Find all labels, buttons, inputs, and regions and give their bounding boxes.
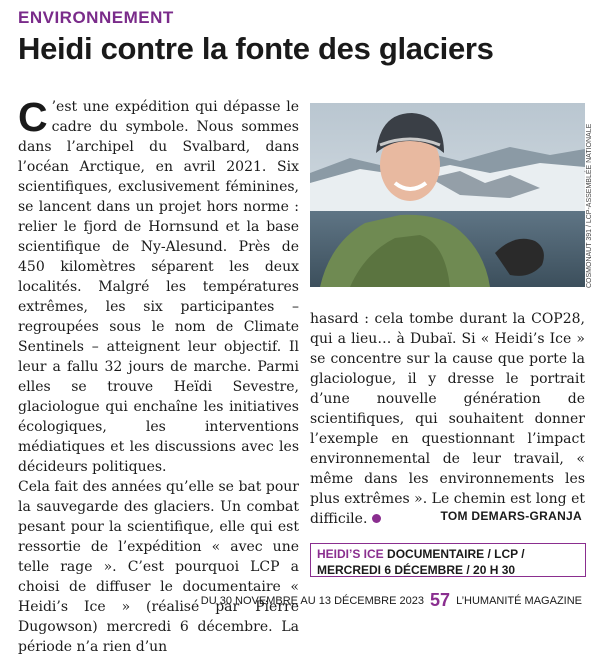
article-headline: Heidi contre la fonte des glaciers bbox=[18, 31, 494, 66]
photo-illustration bbox=[310, 103, 585, 287]
article-column-right bbox=[310, 309, 585, 529]
paragraph-3-text: hasard : cela tombe durant la COP28, qui a lieu… à Dubaï. Si « Heidi’s Ice » se concentre sur la cause que porte la glaciologue, il y dresse le portrait d’une nouvelle génération de scientifiques, qui souhaitent donner l’exemple en questionnant l’impact environnemental de leur travail, « même dans les environnements les plus extrêmes ». Le chemin est long et difficile. bbox=[310, 311, 585, 527]
paragraph-2: Cela fait des années qu’elle se bat pour la sauvegarde des glaciers. Un combat pesant pour la scientifique, elle qui est ressortie de l’expédition « avec une telle rage ». C’est pourquoi LCP a choisi de diffuser le documentaire « Heidi’s Ice » (réalisé par Pierre Dugowson) mercredi 6 décembre. La période n’a rien d’un bbox=[18, 479, 299, 655]
magazine-name: L’HUMANITÉ MAGAZINE bbox=[456, 595, 582, 607]
author-byline: TOM DEMARS-GRANJA bbox=[440, 509, 582, 523]
infobox-line-2: MERCREDI 6 DÉCEMBRE / 20 H 30 bbox=[317, 563, 516, 577]
section-rubric: ENVIRONNEMENT bbox=[18, 8, 174, 27]
end-mark-dot bbox=[372, 514, 381, 523]
paragraph-1 bbox=[18, 94, 299, 477]
drop-cap: C bbox=[18, 94, 48, 140]
article-photo bbox=[310, 103, 585, 287]
paragraph-1-text: ’est une expédition qui dépasse le cadre du symbole. Nous sommes dans l’archipel du Svalbard, dans l’océan Arctique, en avril 2021. Six scientifiques, exclusivement féminines, se lancent dans un projet hors norme : relier le fjord de Hornsund et la base scientifique de Ny-Alesund. Près de 450 kilomètres séparent les deux localités. Malgré les températures extrêmes, les six participantes – regroupées sous le nom de Climate Sentinels – atteignent leur objectif. Il leur a fallu 32 jours de marche. Parmi elles se trouve Heïdi Sevestre, glaciologue qui enchaîne les initiatives écologiques, les interventions médiatiques et les discussions avec les décideurs politiques. bbox=[18, 99, 299, 475]
infobox-title: HEIDI’S ICE bbox=[317, 547, 384, 561]
page-footer bbox=[0, 590, 582, 611]
broadcast-info-box bbox=[310, 543, 586, 577]
footer-dates: DU 30 NOVEMBRE AU 13 DÉCEMBRE 2023 bbox=[200, 595, 424, 607]
paragraph-3 bbox=[310, 309, 585, 529]
infobox-line-1 bbox=[317, 546, 585, 562]
page-number: 57 bbox=[430, 590, 451, 610]
article-column-left bbox=[18, 94, 299, 657]
infobox-line-1-rest: DOCUMENTAIRE / LCP / bbox=[383, 547, 525, 561]
photo-credit: COSMONAUT 391 / LCP-ASSEMBLÉE NATIONALE bbox=[586, 123, 593, 288]
